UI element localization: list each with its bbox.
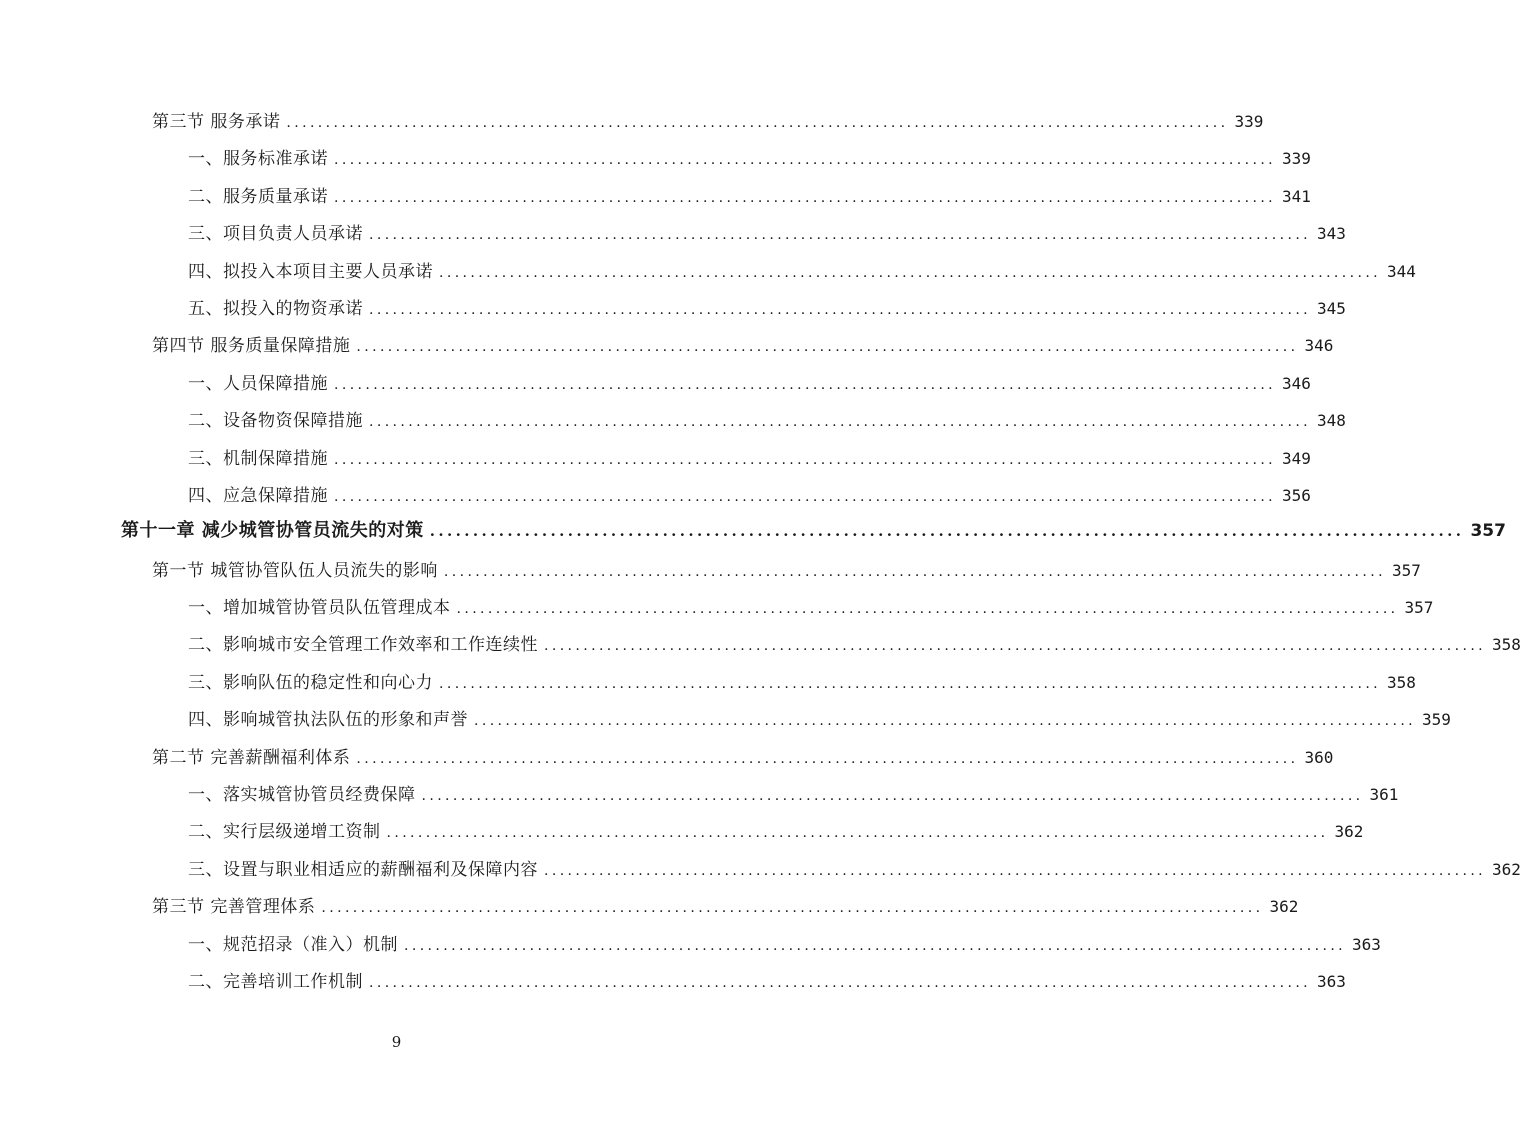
toc-dot-leader: ........................................................................................................................	[334, 376, 1277, 393]
toc-dot-leader: ........................................................................................................................	[443, 563, 1386, 580]
toc-entry-title: 二、服务质量承诺	[188, 186, 328, 207]
toc-entry-title: 五、拟投入的物资承诺	[188, 298, 363, 319]
toc-dot-leader: ........................................................................................................................	[421, 788, 1364, 805]
toc-entry-title: 第一节 城管协管队伍人员流失的影响	[152, 560, 438, 581]
toc-entry-page: 349	[1282, 448, 1311, 468]
toc-dot-leader: ........................................................................................................................	[334, 152, 1277, 169]
toc-entry-title: 二、设备物资保障措施	[188, 411, 363, 432]
toc-dot-leader: ........................................................................................................................	[386, 825, 1329, 842]
toc-subsection-entry[interactable]	[0, 585, 1434, 622]
toc-entry-page: 344	[1387, 261, 1416, 281]
toc-entry-title: 第三节 服务承诺	[152, 112, 281, 132]
toc-entry-page: 363	[1317, 971, 1346, 991]
toc-entry-title: 三、设置与职业相适应的薪酬福利及保障内容	[188, 859, 538, 880]
toc-entry-line	[188, 705, 1451, 731]
toc-subsection-entry[interactable]	[0, 809, 1364, 846]
toc-entry-page: 356	[1282, 485, 1311, 505]
toc-entry-page: 358	[1387, 672, 1416, 692]
toc-subsection-entry[interactable]	[0, 660, 1416, 697]
toc-entry-title: 第四节 服务质量保障措施	[152, 336, 351, 357]
toc-entry-page: 346	[1304, 336, 1334, 356]
toc-entry-line	[188, 406, 1346, 432]
toc-entry-page: 346	[1282, 373, 1311, 393]
toc-subsection-entry[interactable]	[0, 697, 1451, 734]
toc-entry-title: 一、落实城管协管员经费保障	[188, 785, 416, 806]
toc-entry-title: 二、影响城市安全管理工作效率和工作连续性	[188, 635, 538, 656]
toc-entry-line	[188, 182, 1311, 207]
toc-entry-title: 三、机制保障措施	[188, 448, 328, 469]
toc-section-entry[interactable]	[0, 548, 1421, 585]
toc-entry-line	[188, 481, 1311, 506]
toc-entry-line	[188, 817, 1364, 843]
toc-dot-leader: ........................................................................................................................	[439, 675, 1382, 692]
toc-section-entry[interactable]	[0, 884, 1299, 921]
toc-entry-line	[188, 444, 1311, 469]
toc-entry-page: 357	[1470, 521, 1506, 542]
toc-dot-leader: ........................................................................................................................	[369, 414, 1312, 431]
table-of-contents	[0, 99, 1521, 996]
toc-dot-leader: ........................................................................................................................	[321, 900, 1264, 917]
toc-entry-line	[188, 630, 1521, 656]
toc-entry-page: 363	[1352, 934, 1381, 954]
toc-dot-leader: ........................................................................................................................	[544, 638, 1487, 655]
toc-entry-line	[188, 855, 1521, 880]
toc-entry-page: 357	[1404, 598, 1434, 618]
toc-section-entry[interactable]	[0, 735, 1334, 772]
toc-entry-line	[188, 780, 1399, 806]
toc-section-entry[interactable]	[0, 99, 1264, 136]
toc-entry-page: 357	[1391, 560, 1421, 580]
toc-subsection-entry[interactable]	[0, 436, 1311, 473]
toc-dot-leader: ........................................................................................................................	[369, 301, 1312, 318]
toc-subsection-entry[interactable]	[0, 136, 1311, 173]
toc-entry-line	[188, 369, 1311, 394]
toc-subsection-entry[interactable]	[0, 174, 1311, 211]
toc-entry-page: 362	[1334, 822, 1364, 842]
toc-subsection-entry[interactable]	[0, 361, 1311, 398]
toc-subsection-entry[interactable]	[0, 398, 1346, 435]
toc-entry-title: 四、拟投入本项目主要人员承诺	[188, 261, 433, 282]
toc-entry-page: 362	[1269, 897, 1299, 917]
toc-subsection-entry[interactable]	[0, 249, 1416, 286]
toc-entry-line	[188, 144, 1311, 170]
toc-entry-line	[152, 556, 1421, 581]
toc-subsection-entry[interactable]	[0, 211, 1346, 248]
toc-entry-title: 二、实行层级递增工资制	[188, 822, 381, 843]
toc-entry-title: 第十一章 减少城管协管员流失的对策	[121, 520, 424, 542]
toc-entry-line	[152, 107, 1264, 132]
toc-subsection-entry[interactable]	[0, 473, 1311, 510]
toc-entry-title: 三、项目负责人员承诺	[188, 224, 363, 245]
toc-subsection-entry[interactable]	[0, 772, 1399, 809]
toc-entry-line	[188, 930, 1381, 955]
page-number: 9	[391, 1033, 402, 1051]
toc-subsection-entry[interactable]	[0, 286, 1346, 323]
toc-dot-leader: ........................................................................................................................	[334, 189, 1277, 206]
toc-entry-page: 359	[1422, 710, 1451, 730]
toc-entry-title: 第三节 完善管理体系	[152, 897, 316, 918]
toc-dot-leader: ........................................................................................................................	[334, 488, 1277, 505]
toc-entry-line	[188, 593, 1434, 619]
toc-dot-leader: ........................................................................................................................	[356, 750, 1299, 767]
toc-subsection-entry[interactable]	[0, 959, 1346, 996]
toc-entry-title: 一、增加城管协管员队伍管理成本	[188, 598, 451, 619]
toc-entry-page: 341	[1282, 186, 1311, 206]
toc-entry-title: 二、完善培训工作机制	[188, 971, 363, 992]
toc-entry-title: 四、应急保障措施	[188, 485, 328, 506]
toc-entry-page: 339	[1282, 149, 1311, 169]
toc-entry-line	[188, 967, 1346, 992]
toc-entry-page: 361	[1369, 785, 1399, 805]
toc-entry-line	[188, 294, 1346, 319]
toc-dot-leader: ........................................................................................................................	[356, 339, 1299, 356]
toc-entry-title: 三、影响队伍的稳定性和向心力	[188, 672, 433, 693]
toc-subsection-entry[interactable]	[0, 622, 1521, 659]
toc-dot-leader: ........................................................................................................................	[369, 974, 1312, 991]
toc-entry-line	[188, 219, 1346, 245]
toc-entry-page: 358	[1492, 635, 1521, 655]
toc-dot-leader: ........................................................................................................................	[369, 227, 1312, 244]
toc-entry-title: 一、规范招录（准入）机制	[188, 934, 398, 955]
toc-entry-line	[121, 516, 1506, 542]
toc-entry-title: 四、影响城管执法队伍的形象和声誉	[188, 710, 468, 731]
toc-dot-leader: ........................................................................................................................	[474, 713, 1417, 730]
toc-entry-line	[152, 743, 1334, 768]
toc-dot-leader: ........................................................................................................................	[429, 522, 1465, 541]
toc-entry-line	[188, 257, 1416, 282]
toc-subsection-entry[interactable]	[0, 922, 1381, 959]
toc-subsection-entry[interactable]	[0, 847, 1521, 884]
toc-entry-line	[152, 892, 1299, 918]
toc-entry-page: 360	[1304, 747, 1334, 767]
toc-dot-leader: ........................................................................................................................	[439, 264, 1382, 281]
toc-entry-page: 343	[1317, 224, 1346, 244]
toc-entry-page: 345	[1317, 298, 1346, 318]
toc-dot-leader: ........................................................................................................................	[334, 451, 1277, 468]
toc-entry-page: 362	[1492, 859, 1521, 879]
toc-entry-page: 339	[1234, 112, 1264, 131]
toc-entry-page: 348	[1317, 411, 1346, 431]
toc-entry-title: 第二节 完善薪酬福利体系	[152, 747, 351, 768]
toc-entry-title: 一、人员保障措施	[188, 373, 328, 394]
toc-dot-leader: ........................................................................................................................	[404, 937, 1347, 954]
toc-dot-leader: ........................................................................................................................	[456, 601, 1399, 618]
toc-dot-leader: ........................................................................................................................	[544, 862, 1487, 879]
toc-section-entry[interactable]	[0, 323, 1334, 360]
toc-entry-title: 一、服务标准承诺	[188, 149, 328, 170]
toc-entry-line	[152, 331, 1334, 357]
toc-entry-line	[188, 668, 1416, 693]
toc-dot-leader: ........................................................................................................................	[286, 115, 1229, 131]
toc-chapter-entry[interactable]	[0, 510, 1506, 547]
